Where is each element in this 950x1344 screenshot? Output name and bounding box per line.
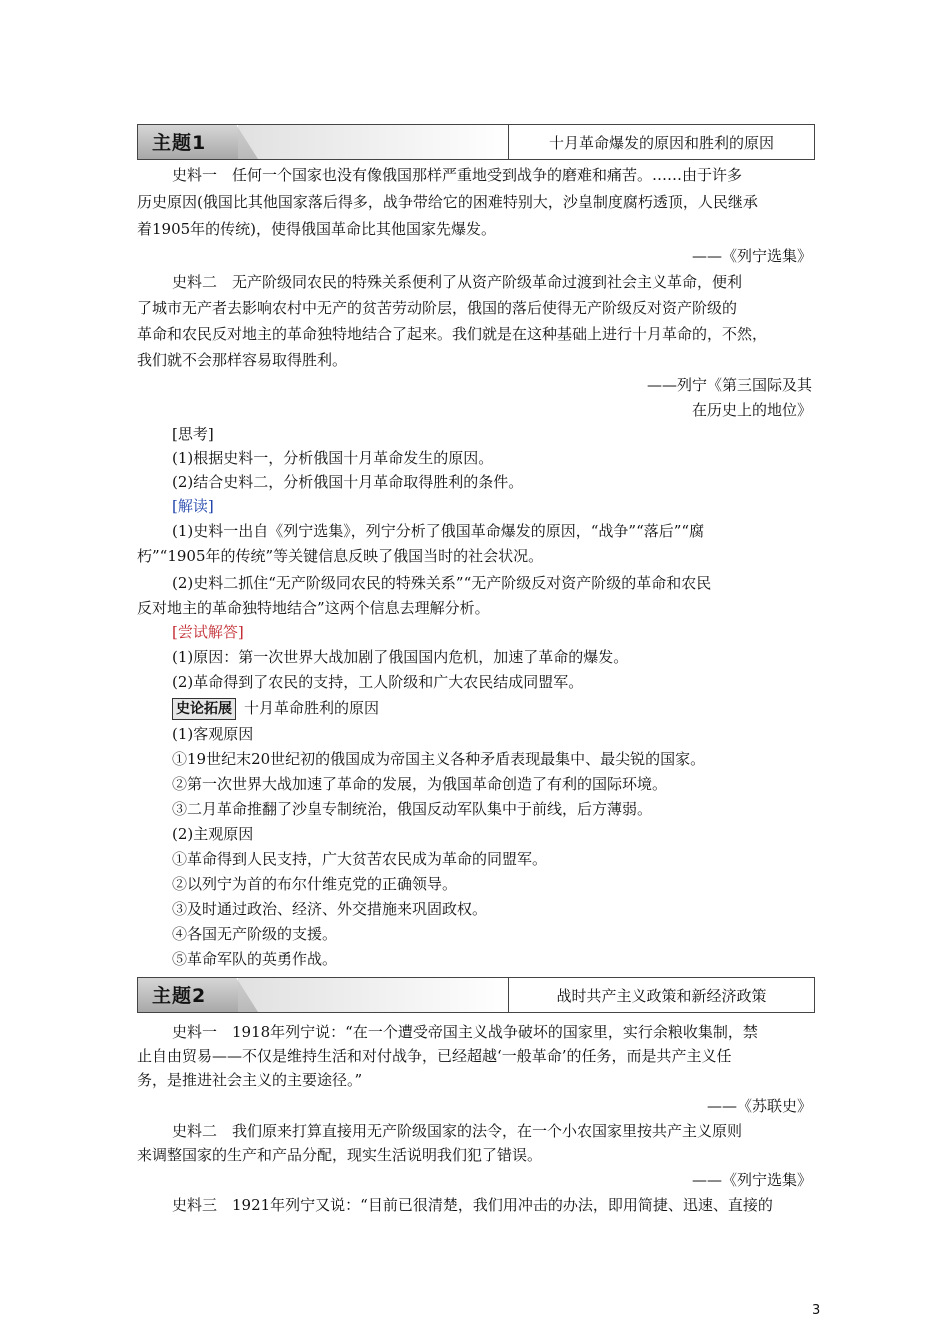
topic2-title: 战时共产主义政策和新经济政策 bbox=[508, 977, 815, 1013]
topic1-header bbox=[137, 124, 815, 160]
interpretation-line: (1)史料一出自《列宁选集》，列宁分析了俄国革命爆发的原因，“战争”“落后”“腐 bbox=[172, 522, 705, 540]
topic1-source1-line: 史料一 任何一个国家也没有像俄国那样严重地受到战争的磨难和痛苦。……由于许多 bbox=[172, 166, 743, 184]
topic2-source1-line: 止自由贸易——不仅是维持生活和对付战争，已经超越‘一般革命’的任务，而是共产主义任 bbox=[137, 1047, 732, 1065]
topic1-label: 主题1 bbox=[152, 132, 207, 154]
think-heading: [思考] bbox=[172, 425, 214, 443]
topic2-source1-line: 史料一 1918年列宁说：“在一个遭受帝国主义战争破坏的国家里，实行余粮收集制，禁 bbox=[172, 1023, 758, 1041]
answer-item: (1)原因：第一次世界大战加剧了俄国国内危机，加速了革命的爆发。 bbox=[172, 648, 629, 666]
answer-item: (2)革命得到了农民的支持，工人阶级和广大农民结成同盟军。 bbox=[172, 673, 584, 691]
extension-item: ②以列宁为首的布尔什维克党的正确领导。 bbox=[172, 875, 458, 893]
extension-item: ②第一次世界大战加速了革命的发展，为俄国革命创造了有利的国际环境。 bbox=[172, 775, 668, 793]
extension-item: ③及时通过政治、经济、外交措施来巩固政权。 bbox=[172, 900, 488, 918]
topic1-source2-citation: 在历史上的地位》 bbox=[691, 401, 812, 419]
topic2-source2-line: 史料二 我们原来打算直接用无产阶级国家的法令，在一个小农国家里按共产主义原则 bbox=[172, 1122, 743, 1140]
topic2-source1-line: 务，是推进社会主义的主要途径。” bbox=[137, 1071, 363, 1089]
topic2-label: 主题2 bbox=[152, 985, 207, 1007]
interpretation-line: 朽”“1905年的传统”等关键信息反映了俄国当时的社会状况。 bbox=[137, 547, 544, 565]
topic1-source2-line: 革命和农民反对地主的革命独特地结合了起来。我们就是在这种基础上进行十月革命的，不然， bbox=[137, 325, 768, 343]
extension-item: ④各国无产阶级的支援。 bbox=[172, 925, 338, 943]
extension-item: (1)客观原因 bbox=[172, 725, 254, 743]
topic2-source1-citation: ——《苏联史》 bbox=[706, 1097, 812, 1115]
extension-tag: 史论拓展 bbox=[172, 698, 236, 720]
topic2-source2-line: 来调整国家的生产和产品分配，现实生活说明我们犯了错误。 bbox=[137, 1146, 543, 1164]
extension-item: ③二月革命推翻了沙皇专制统治，俄国反动军队集中于前线，后方薄弱。 bbox=[172, 800, 653, 818]
topic1-source1-line: 着1905年的传统)，使得俄国革命比其他国家先爆发。 bbox=[137, 220, 497, 238]
extension-item: (2)主观原因 bbox=[172, 825, 254, 843]
think-item: (2)结合史料二，分析俄国十月革命取得胜利的条件。 bbox=[172, 473, 524, 491]
extension-item: ①革命得到人民支持，广大贫苦农民成为革命的同盟军。 bbox=[172, 850, 548, 868]
extension-item: ①19世纪末20世纪初的俄国成为帝国主义各种矛盾表现最集中、最尖锐的国家。 bbox=[172, 750, 706, 768]
think-item: (1)根据史料一，分析俄国十月革命发生的原因。 bbox=[172, 449, 494, 467]
topic1-source2-line: 我们就不会那样容易取得胜利。 bbox=[137, 351, 348, 369]
interpretation-line: (2)史料二抓住“无产阶级同农民的特殊关系”“无产阶级反对资产阶级的革命和农民 bbox=[172, 574, 712, 592]
topic1-source2-line: 史料二 无产阶级同农民的特殊关系便利了从资产阶级革命过渡到社会主义革命，便利 bbox=[172, 273, 743, 291]
interpretation-heading: [解读] bbox=[172, 497, 214, 515]
extension-title: 十月革命胜利的原因 bbox=[244, 699, 380, 717]
topic2-source3-line: 史料三 1921年列宁又说：“目前已很清楚，我们用冲击的办法，即用简捷、迅速、直接的 bbox=[172, 1196, 773, 1214]
extension-heading bbox=[172, 698, 379, 720]
page-number: 3 bbox=[812, 1303, 821, 1318]
topic1-title: 十月革命爆发的原因和胜利的原因 bbox=[508, 124, 815, 160]
extension-item: ⑤革命军队的英勇作战。 bbox=[172, 950, 338, 968]
topic1-source2-line: 了城市无产者去影响农村中无产的贫苦劳动阶层，俄国的落后使得无产阶级反对资产阶级的 bbox=[137, 299, 738, 317]
topic2-source2-citation: ——《列宁选集》 bbox=[691, 1171, 812, 1189]
topic1-source1-line: 历史原因(俄国比其他国家落后得多，战争带给它的困难特别大，沙皇制度腐朽透顶，人民继承 bbox=[137, 193, 758, 211]
interpretation-line: 反对地主的革命独特地结合”这两个信息去理解分析。 bbox=[137, 599, 490, 617]
answer-heading: [尝试解答] bbox=[172, 623, 244, 641]
topic2-header bbox=[137, 977, 815, 1013]
topic1-source2-citation: ——列宁《第三国际及其 bbox=[646, 376, 812, 394]
topic1-source1-citation: ——《列宁选集》 bbox=[691, 247, 812, 265]
